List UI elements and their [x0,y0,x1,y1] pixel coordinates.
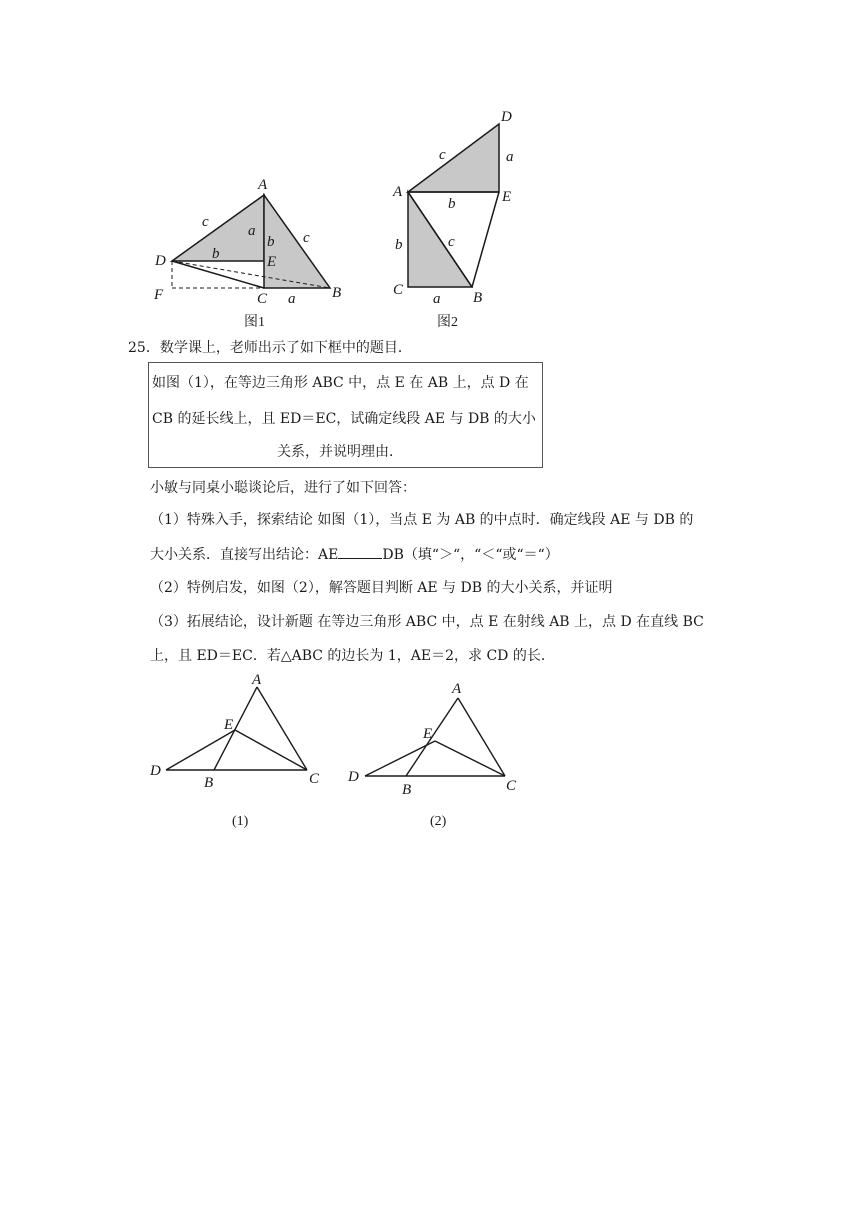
fig3-label-b: B [204,775,214,791]
part1-line-1: （1）特殊入手，探索结论 如图（1），当点 E 为 AB 的中点时．确定线段 AE 与 DB 的 [150,512,694,528]
fig3-line-ab [214,687,257,770]
part1-line-2 [150,544,559,565]
box-line-3: 关系，并说明理由． [277,444,403,460]
fig3-line-ac [257,687,307,770]
fig1-label-a: A [258,177,268,193]
discussion-line: 小敏与同桌小聪谈论后，进行了如下回答： [150,480,416,496]
answer-blank[interactable] [338,544,382,559]
fig2-label-b: B [473,290,483,306]
fig1-side-c1: c [202,214,209,230]
fig1-side-b1: b [212,246,220,262]
figure-3-svg [142,670,332,840]
figure-2 [385,104,525,334]
problem-intro-text: 数学课上，老师出示了如下框中的题目． [159,340,412,356]
fig2-side-a1: a [506,149,514,165]
fig1-label-f: F [154,287,164,303]
fig3-line-ec [235,730,307,770]
problem-intro [128,338,412,358]
fig1-label-c: C [257,291,268,307]
fig3-label-c: C [309,771,320,787]
fig2-label-e: E [502,189,512,205]
fig2-side-b2: b [395,237,403,253]
figure-3 [142,670,332,840]
figure-2-svg [385,104,525,334]
fig1-label-e: E [267,254,277,270]
figure-1 [140,172,350,334]
fig4-label-d: D [348,769,359,785]
fig1-caption: 图1 [244,315,265,330]
fig2-line-eb [472,192,499,287]
fig4-label-b: B [402,782,412,798]
part2-line: （2）特例启发，如图（2），解答题目判断 AE 与 DB 的大小关系，并证明 [150,580,613,596]
fig2-side-c2: c [448,234,455,250]
part1-line-2-b: DB（填“＞“，“＜“或“＝“） [382,547,559,563]
fig4-label-c: C [506,778,517,794]
fig4-label-a: A [452,681,462,697]
fig4-line-de [365,741,435,776]
fig1-label-b: B [332,285,342,301]
figure-1-svg [140,172,350,334]
fig2-label-c: C [393,282,404,298]
figure-4 [340,678,530,843]
fig3-caption: (1) [232,814,249,829]
fig2-triangle-ade [408,124,499,192]
fig2-side-a2: a [433,291,441,307]
fig2-side-c1: c [439,147,446,163]
fig3-label-a: A [252,672,262,688]
fig1-side-a2: a [288,291,296,307]
part3-line-2: 上，且 ED＝EC．若△ABC 的边长为 1，AE＝2，求 CD 的长． [150,648,555,664]
fig1-side-b2: b [267,234,275,250]
box-line-1: 如图（1），在等边三角形 ABC 中，点 E 在 AB 上，点 D 在 [152,375,529,391]
fig2-side-b1: b [448,196,456,212]
box-line-2: CB 的延长线上，且 ED＝EC，试确定线段 AE 与 DB 的大小 [152,411,536,427]
problem-box [148,362,543,468]
fig3-label-d: D [150,763,161,779]
fig1-label-d: D [155,253,166,269]
fig2-caption: 图2 [437,315,458,330]
fig2-label-a: A [393,184,403,200]
fig4-caption: (2) [430,814,447,829]
fig2-label-d: D [501,109,512,125]
fig4-label-e: E [423,726,433,742]
part3-line-1: （3）拓展结论，设计新题 在等边三角形 ABC 中，点 E 在射线 AB 上，点 D 在直线 BC [150,614,704,630]
fig1-side-c2: c [303,230,310,246]
part1-line-2-a: 大小关系．直接写出结论：AE [150,547,339,563]
figure-4-svg [340,678,530,843]
fig1-side-a1: a [248,223,256,239]
problem-number: 25． [128,340,160,356]
fig3-label-e: E [224,717,234,733]
